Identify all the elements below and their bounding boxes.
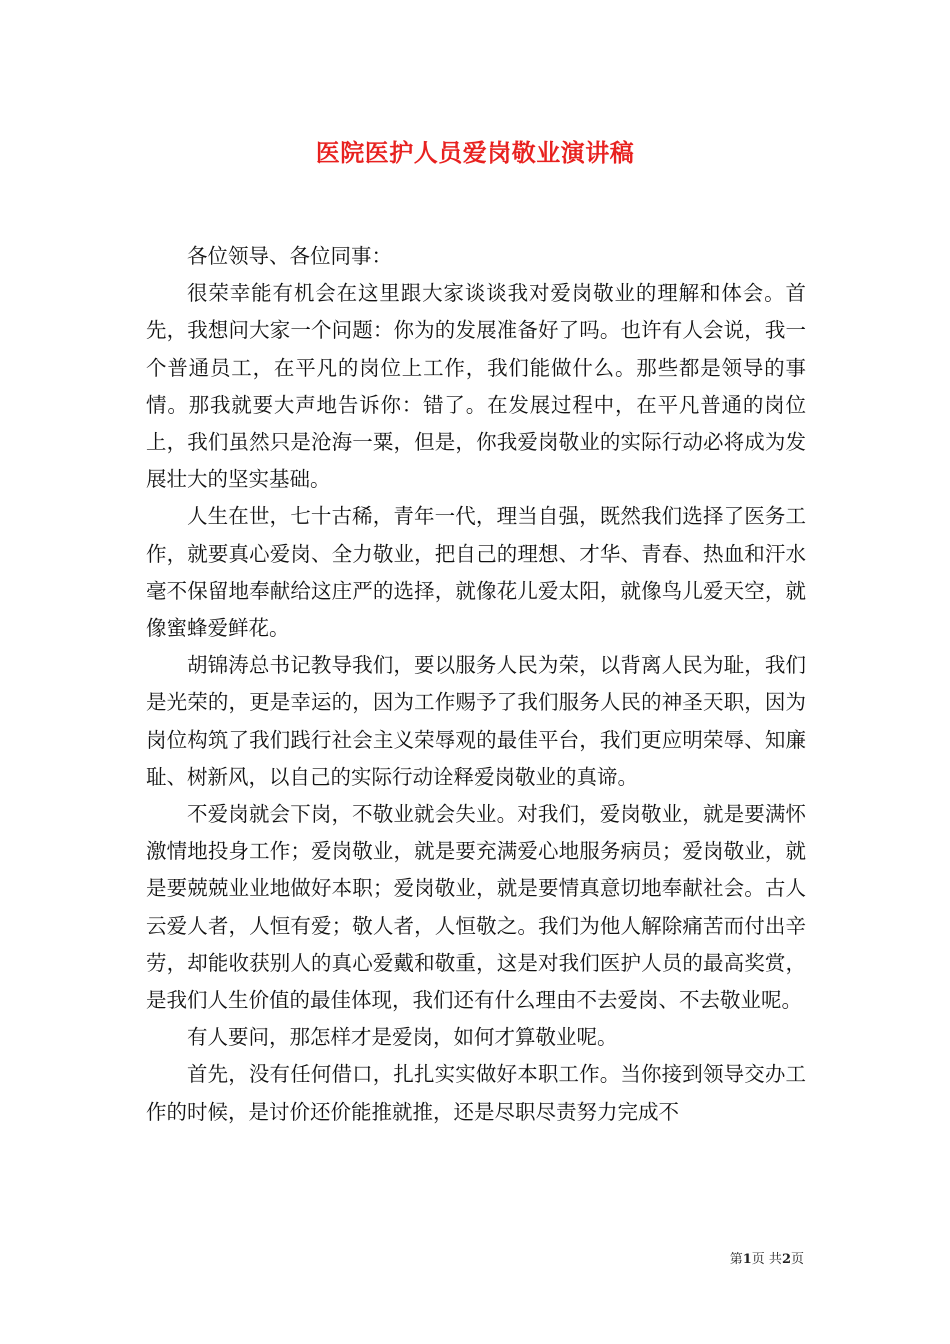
current-page-number: 1 <box>742 1252 752 1267</box>
document-body <box>146 238 806 1131</box>
footer-suffix: 页 <box>790 1252 804 1267</box>
body-paragraph: 首先，没有任何借口，扎扎实实做好本职工作。当你接到领导交办工作的时候，是讨价还价能推就推，还是尽职尽责努力完成不 <box>146 1062 806 1124</box>
salutation-paragraph: 各位领导、各位同事： <box>187 244 392 268</box>
total-pages-number: 2 <box>781 1252 791 1267</box>
page-footer <box>730 1248 804 1267</box>
body-paragraph: 不爱岗就会下岗，不敬业就会失业。对我们，爱岗敬业，就是要满怀激情地投身工作；爱岗敬业，就是要充满爱心地服务病员；爱岗敬业，就是要兢兢业业地做好本职；爱岗敬业，就是要情真意切地奉献社会。古人云爱人者，人恒有爱；敬人者，人恒敬之。我们为他人解除痛苦而付出辛劳，却能收获别人的真心爱戴和敬重，这是对我们医护人员的最高奖赏，是我们人生价值的最佳体现，我们还有什么理由不去爱岗、不去敬业呢。 <box>146 802 806 1013</box>
body-paragraph: 很荣幸能有机会在这里跟大家谈谈我对爱岗敬业的理解和体会。首先，我想问大家一个问题：你为的发展准备好了吗。也许有人会说，我一个普通员工，在平凡的岗位上工作，我们能做什么。那些都是领导的事情。那我就要大声地告诉你：错了。在发展过程中，在平凡普通的岗位上，我们虽然只是沧海一粟，但是，你我爱岗敬业的实际行动必将成为发展壮大的坚实基础。 <box>146 281 806 492</box>
body-paragraph: 人生在世，七十古稀，青年一代，理当自强，既然我们选择了医务工作，就要真心爱岗、全力敬业，把自己的理想、才华、青春、热血和汗水毫不保留地奉献给这庄严的选择，就像花儿爱太阳，就像鸟儿爱天空，就像蜜蜂爱鲜花。 <box>146 504 806 641</box>
footer-prefix: 第 <box>729 1252 743 1267</box>
body-paragraph: 胡锦涛总书记教导我们，要以服务人民为荣，以背离人民为耻，我们是光荣的，更是幸运的，因为工作赐予了我们服务人民的神圣天职，因为岗位构筑了我们践行社会主义荣辱观的最佳平台，我们更应明荣辱、知廉耻、树新风，以自己的实际行动诠释爱岗敬业的真谛。 <box>146 653 806 789</box>
document-title: 医院医护人员爱岗敬业演讲稿 <box>315 138 635 167</box>
footer-middle: 页 共 <box>751 1252 782 1267</box>
body-paragraph: 有人要问，那怎样才是爱岗，如何才算敬业呢。 <box>187 1025 618 1050</box>
